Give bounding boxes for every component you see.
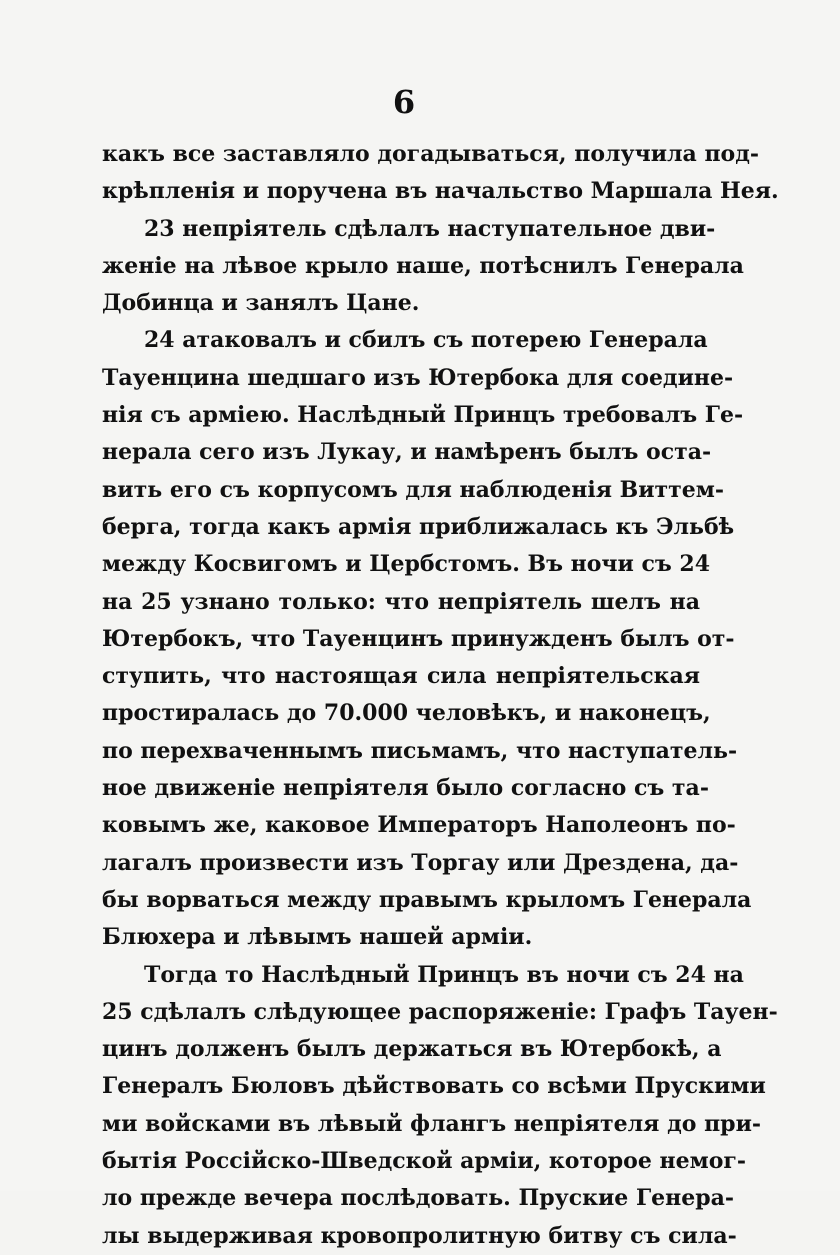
- text-line: Тогда то Наслѣдный Принцъ въ ночи съ 24 на: [144, 961, 744, 988]
- text-line: ковымъ же, каковое Императоръ Наполеонъ по-: [102, 812, 736, 839]
- text-line: Добинца и занялъ Цане.: [102, 290, 420, 317]
- body-text: [102, 136, 779, 1255]
- text-line: крѣпленія и поручена въ начальство Маршала Нея.: [102, 178, 779, 205]
- text-line: 24 атаковалъ и сбилъ съ потерею Генерала: [144, 327, 708, 354]
- text-line: вить его съ корпусомъ для наблюденія Виттем-: [102, 476, 725, 503]
- page-number: 6: [392, 83, 416, 121]
- text-line: Ютербокъ, что Тауенцинъ принужденъ былъ от-: [102, 625, 735, 652]
- text-line: между Косвигомъ и Цербстомъ. Въ ночи съ 24: [102, 551, 711, 578]
- text-line: лы выдерживая кровопролитную битву съ сила-: [102, 1222, 737, 1249]
- text-line: ми войсками въ лѣвый флангъ непріятеля до при-: [102, 1110, 762, 1137]
- text-line: 23 непріятель сдѣлалъ наступательное дви-: [144, 215, 716, 242]
- text-line: ное движеніе непріятеля было согласно съ та-: [102, 775, 709, 802]
- text-line: цинъ долженъ былъ держаться въ Ютербокѣ, а: [102, 1036, 722, 1063]
- text-line: какъ все заставляло догадываться, получила под-: [102, 141, 760, 167]
- text-line: ло прежде вечера послѣдовать. Пруские Генера-: [102, 1185, 735, 1212]
- text-line: ступить, что настоящая сила непріятельская: [102, 663, 700, 690]
- text-line: на 25 узнано только: что непріятель шелъ на: [102, 588, 700, 615]
- text-line: простиралась до 70.000 человѣкъ, и наконецъ,: [102, 700, 711, 727]
- text-line: лагалъ произвести изъ Торгау или Дрездена, да-: [102, 849, 739, 876]
- text-line: по перехваченнымъ письмамъ, что наступатель-: [102, 737, 738, 764]
- text-line: женіе на лѣвое крыло наше, потѣснилъ Генерала: [102, 252, 744, 279]
- text-line: берга, тогда какъ армія приближалась къ Эльбѣ: [102, 513, 735, 540]
- text-line: 25 сдѣлалъ слѣдующее распоряженіе: Графъ Тауен-: [102, 998, 778, 1025]
- text-line: бытія Россійско-Шведской арміи, которое немог-: [102, 1148, 746, 1175]
- text-line: нія съ арміею. Наслѣдный Принцъ требовалъ Ге-: [102, 402, 744, 429]
- text-line: Генералъ Бюловъ дѣйствовать со всѣми Прускими: [102, 1073, 766, 1100]
- text-line: Блюхера и лѣвымъ нашей арміи.: [102, 924, 533, 951]
- text-line: нерала сего изъ Лукау, и намѣренъ былъ оста-: [102, 439, 712, 466]
- text-line: бы ворваться между правымъ крыломъ Генерала: [102, 886, 752, 913]
- text-line: Тауенцина шедшаго изъ Ютербока для соедине-: [102, 364, 734, 391]
